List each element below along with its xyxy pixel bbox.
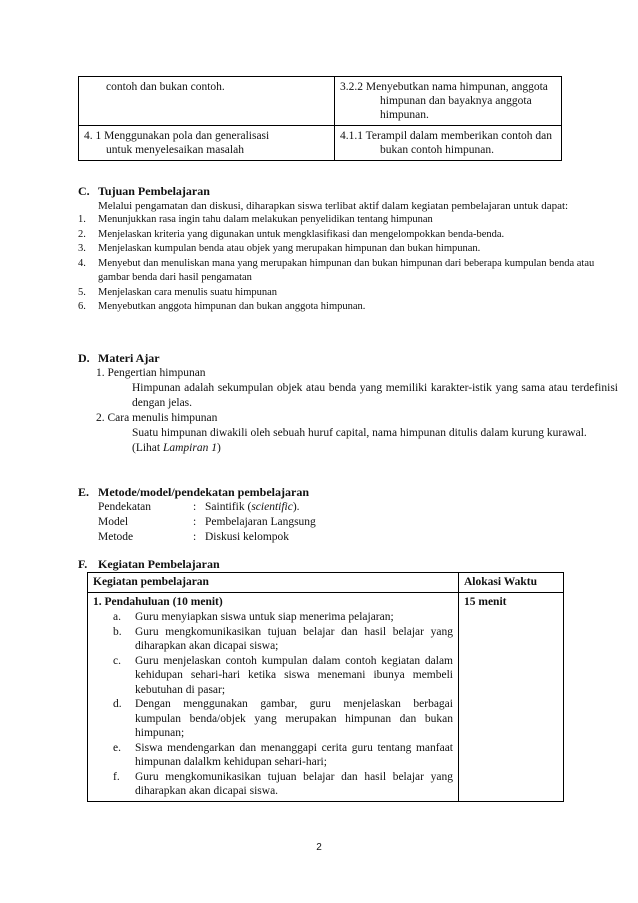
indicator-description: Menyebutkan nama himpunan, anggota himpunan dan bayaknya anggota himpunan. [365, 81, 548, 121]
section-letter: C. [78, 184, 90, 198]
column-header-time: Alokasi Waktu [459, 573, 564, 593]
item-text: Siswa mendengarkan dan menanggapi cerita guru tentang manfaat himpunan dalalkm kehidupan sehari-hari; [135, 741, 453, 768]
method-value-text: Saintifik ( [205, 501, 252, 513]
list-item [78, 228, 618, 243]
indicator-description: Terampil dalam memberikan contoh dan bukan contoh himpunan. [365, 130, 552, 156]
method-value: Pembelajaran Langsung [205, 516, 316, 528]
page-number: 2 [316, 842, 322, 853]
section-objectives [78, 184, 618, 315]
item-text: Menjelaskan kumpulan benda atau objek yang merupakan himpunan dan bukan himpunan. [98, 243, 481, 254]
list-item [78, 242, 618, 257]
item-text: Menunjukkan rasa ingin tahu dalam melakukan penyelidikan tentang himpunan [98, 214, 433, 225]
item-number: 2. [78, 228, 86, 240]
table-row [79, 126, 562, 161]
material-item [78, 366, 618, 411]
item-text: Guru menjelaskan contoh kumpulan dalam contoh kegiatan dalam kehidupan sehari-hari ketika siswa menemani ibunya membeli kebutuhan di pasar; [135, 654, 453, 696]
section-heading [78, 184, 618, 199]
section-title: Tujuan Pembelajaran [98, 184, 210, 198]
indicator-text [340, 129, 556, 157]
material-heading: 1. Pengertian himpunan [96, 367, 206, 379]
competency-description: Menggunakan pola dan generalisasi [104, 130, 270, 142]
item-number: a. [113, 611, 121, 623]
list-item [78, 257, 618, 286]
section-title: Materi Ajar [98, 351, 160, 365]
ref-close: ) [216, 442, 221, 454]
list-item [78, 213, 618, 228]
material-heading: 2. Cara menulis himpunan [96, 412, 218, 424]
section-heading [78, 557, 618, 572]
section-method [78, 485, 618, 545]
list-item [93, 625, 453, 654]
item-number: 1. [78, 214, 86, 225]
cell-text: contoh dan bukan contoh. [106, 81, 225, 93]
table-cell [335, 126, 562, 161]
method-row: Model : Pembelajaran Langsung [98, 516, 316, 528]
competency-text [84, 130, 269, 142]
method-value-italic: scientific [251, 501, 293, 513]
item-number: f. [113, 770, 120, 783]
objectives-list [78, 213, 618, 315]
method-key: Pendekatan [98, 501, 152, 513]
section-heading [78, 351, 618, 366]
phase-title: 1. Pendahuluan (10 menit) [93, 595, 223, 608]
material-body: Himpunan adalah sekumpulan objek atau benda yang memiliki karakter-istik yang sama atau terdefinisi dengan jelas. [132, 382, 618, 409]
method-key: Model [98, 516, 129, 528]
activity-steps [93, 610, 453, 799]
item-number: c. [113, 654, 121, 667]
section-title: Kegiatan Pembelajaran [98, 557, 220, 571]
method-value-suffix: ). [292, 501, 300, 513]
method-key: Metode [98, 531, 134, 543]
item-number: b. [113, 625, 122, 638]
item-text: Menjelaskan kriteria yang digunakan untuk mengklasifikasi dan mengelompokkan benda-benda. [98, 228, 505, 240]
competency-number: 4. 1 [84, 130, 102, 142]
section-title: Metode/model/pendekatan pembelajaran [98, 485, 309, 499]
competency-table [78, 76, 562, 161]
item-text: Menjelaskan cara menulis suatu himpunan [98, 286, 278, 298]
appendix-link-text: Lampiran 1 [162, 442, 217, 454]
list-item [78, 286, 618, 301]
list-item [93, 741, 453, 770]
item-number: 5. [78, 286, 86, 298]
activity-cell [88, 592, 459, 801]
section-heading [78, 485, 618, 500]
item-text: Guru mengkomunikasikan tujuan belajar dan hasil belajar yang diharapkan akan dicapai siswa; [135, 625, 453, 652]
item-number: 3. [78, 243, 86, 254]
list-item [93, 697, 453, 741]
section-letter: F. [78, 557, 88, 571]
item-text: Guru mengkomunikasikan tujuan belajar dan hasil belajar yang diharapkan akan dicapai siswa. [135, 770, 453, 797]
section-activities [78, 557, 618, 572]
item-number: 4. [78, 257, 86, 269]
section-letter: E. [78, 485, 90, 499]
indicator-text [340, 80, 556, 122]
method-list [78, 500, 618, 545]
method-value: Diskusi kelompok [205, 531, 290, 543]
competency-description-cont: untuk menyelesaikan masalah [106, 144, 244, 156]
section-material [78, 351, 618, 456]
list-item [78, 300, 618, 315]
time-allocation: 15 menit [459, 592, 564, 801]
table-cell [79, 126, 335, 161]
section-letter: D. [78, 351, 90, 365]
objectives-intro: Melalui pengamatan dan diskusi, diharapkan siswa terlibat aktif dalam kegiatan pembelajaran untuk dapat: [98, 200, 569, 212]
table-row [79, 77, 562, 126]
list-item [93, 610, 453, 625]
item-text: Dengan menggunakan gambar, guru menjelaskan berbagai kumpulan benda/objek yang merupakan himpunan dan bukan himpunan; [135, 698, 453, 739]
item-number: e. [113, 741, 121, 754]
list-item [93, 654, 453, 698]
indicator-number: 3.2.2 [340, 81, 363, 93]
material-body: Suatu himpunan diwakili oleh sebuah huruf capital, nama himpunan ditulis dalam kurung kurawal. [132, 427, 587, 439]
item-text: Guru menyiapkan siswa untuk siap menerima pelajaran; [135, 611, 394, 623]
item-text: Menyebut dan menuliskan mana yang merupakan himpunan dan bukan himpunan dari beberapa kumpulan benda atau gambar benda dari hasil pengamatan [98, 257, 595, 283]
indicator-number: 4.1.1 [340, 130, 363, 142]
table-cell [79, 77, 335, 126]
column-header-activity: Kegiatan pembelajaran [88, 573, 459, 593]
table-cell [335, 77, 562, 126]
item-number: d. [113, 698, 122, 710]
table-header-row [88, 573, 564, 593]
material-item [78, 411, 618, 456]
method-row: Metode : Diskusi kelompok [98, 531, 290, 543]
ref-open: (Lihat [132, 442, 163, 454]
activities-table [87, 572, 564, 802]
item-text: Menyebutkan anggota himpunan dan bukan anggota himpunan. [98, 301, 366, 312]
method-row: Pendekatan : Saintifik (scientific). [98, 501, 300, 513]
table-row [88, 592, 564, 801]
method-value [205, 500, 300, 515]
appendix-reference [96, 441, 618, 456]
list-item [93, 770, 453, 799]
item-number: 6. [78, 301, 86, 312]
